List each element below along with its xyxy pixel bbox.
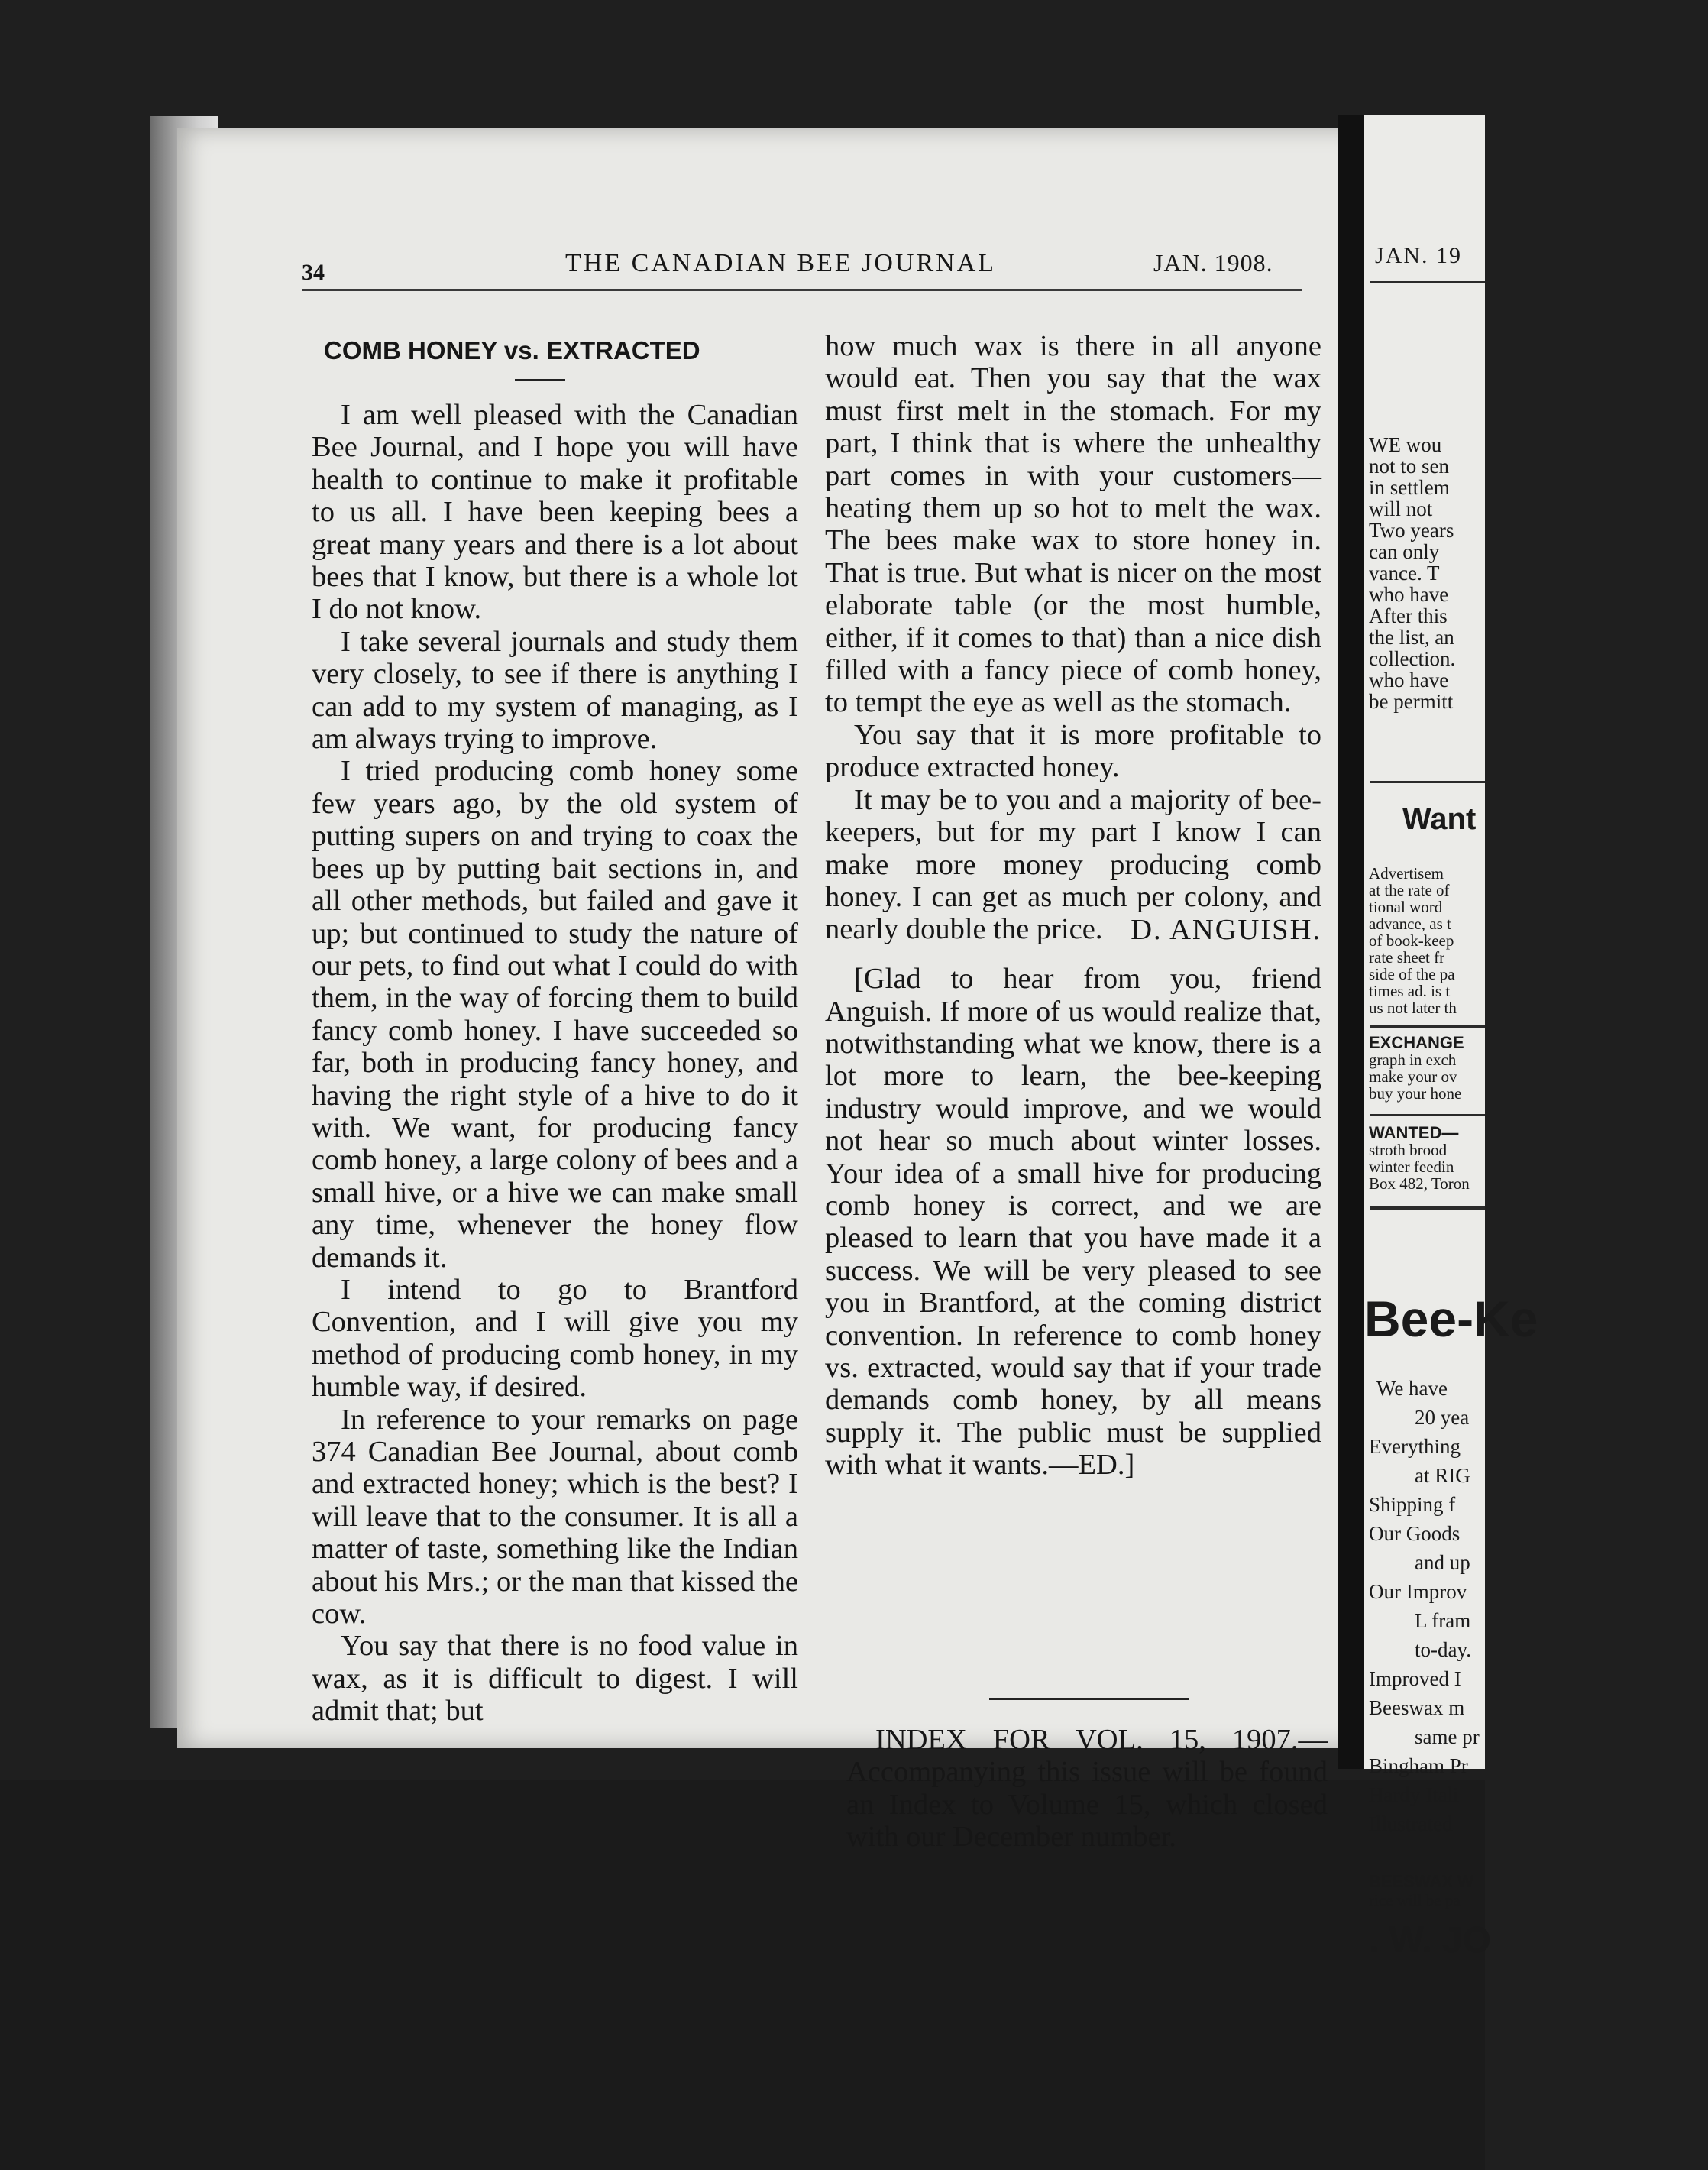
notice-line: will not	[1369, 497, 1433, 520]
notice-line: WE wou	[1369, 433, 1442, 456]
notice-line: vance. T	[1369, 562, 1440, 585]
wanted-line: stroth brood	[1369, 1141, 1448, 1159]
paragraph: I am well pleased with the Canadian Bee Journal, and I hope you will have health to continue to make it profitable to us all. I have been keeping bees a great many years and there is a lot about bees that I know, but there is a whole lot I do not know.	[312, 399, 798, 626]
paragraph: I intend to go to Brantford Convention, and I will give you my method of producing comb honey, in my humble way, if desired.	[312, 1273, 798, 1404]
beeswax-heading: BEESWAX W	[1369, 1872, 1473, 1891]
supplies-line: Improved I	[1369, 1667, 1461, 1690]
wanted-block	[1369, 1142, 1674, 1192]
ad-line: of book-keep	[1369, 931, 1454, 950]
index-text: —Accompanying this issue will be found an Index to Volume 15, which closed with our December number.	[846, 1724, 1328, 1854]
right-page-fragment	[1364, 115, 1538, 1961]
ad-line: us not later th	[1369, 999, 1457, 1017]
exchange-line: graph in exch	[1369, 1051, 1457, 1069]
exchange-line: make your ov	[1369, 1067, 1457, 1086]
title-rule	[515, 379, 565, 381]
notice-line: the list, an	[1369, 626, 1454, 649]
supplies-line: Our Improv	[1369, 1580, 1467, 1603]
exchange-heading: EXCHANGE	[1369, 1033, 1464, 1052]
want-heading: Want	[1402, 802, 1477, 836]
supplies-line: We have	[1376, 1377, 1448, 1400]
notice-block	[1369, 434, 1674, 712]
bee-keepers-heading: Bee-Ke	[1364, 1291, 1538, 1347]
ad-line: tional word	[1369, 898, 1443, 916]
notice-line: After this	[1369, 604, 1448, 627]
notice-line: be permitt	[1369, 690, 1454, 713]
right-column	[825, 330, 1321, 1482]
author-signature: D. ANGUISH.	[1131, 913, 1321, 946]
supplies-line: same pr	[1415, 1725, 1480, 1748]
supplies-line: to-day.	[1415, 1638, 1471, 1661]
notice-line: can only	[1369, 540, 1440, 563]
book-gutter	[1338, 115, 1364, 1769]
paragraph: I tried producing comb honey some few years ago, by the old system of putting supers on and trying to coax the bees up by putting bait sections in, and all other methods, but failed and gave it up; but continued to study the nature of our pets, to find out what I could do with them, in the way of forcing them to build fancy comb honey. I have succeeded so far, both in producing fancy honey, and having the right style of a hive to do it with. We want, for producing fancy comb honey, a large colony of bees and a small hive, or a hive we can make small any time, whenever the honey flow demands it.	[312, 755, 798, 1274]
ad-line: at the rate of	[1369, 881, 1450, 899]
supplies-line: Everything	[1369, 1435, 1461, 1458]
right-page-date: JAN. 19	[1375, 243, 1463, 268]
wanted-line: winter feedin	[1369, 1158, 1454, 1176]
rule	[1370, 1206, 1485, 1210]
rule	[1370, 1025, 1485, 1028]
paragraph: how much wax is there in all anyone would eat. Then you say that the wax must first melt in the stomach. For my part, I think that is where the unhealthy part comes in with your customers—heating them up so hot to melt the wax. The bees make wax to store honey in. That is true. But what is nicer on the most elaborate table (or the most humble, either, if it comes to that) than a nice dish filled with a fancy piece of comb honey, to tempt the eye as well as the stomach.	[825, 330, 1321, 719]
supplies-line: Beeswax m	[1369, 1696, 1465, 1719]
notice-line: Two years	[1369, 519, 1454, 542]
beeswax-line: rice will be pa	[1369, 1891, 1461, 1909]
page-number: 34	[302, 260, 325, 285]
rule	[1370, 781, 1485, 783]
ad-line: side of the pa	[1369, 965, 1455, 983]
index-lead: INDEX FOR VOL. 15, 1907.	[875, 1724, 1299, 1756]
exchange-block	[1369, 1051, 1674, 1102]
supplies-line: Shipping f	[1369, 1493, 1456, 1516]
paragraph: You say that it is more profitable to produce extracted honey.	[825, 718, 1321, 784]
ad-line: Advertisem	[1369, 864, 1444, 883]
supplies-line: Hardy Itali	[1369, 1783, 1459, 1806]
ad-line: advance, as t	[1369, 915, 1451, 933]
notice-line: not to sen	[1369, 455, 1449, 478]
section-divider	[989, 1698, 1189, 1700]
paragraph: You say that there is no food value in wax, as it is difficult to digest. I will admit that; but	[312, 1630, 798, 1728]
header-rule	[302, 289, 1302, 291]
ad-terms-block	[1369, 865, 1674, 1016]
supplies-line: L fram	[1415, 1609, 1471, 1632]
supplies-line: 20 yea	[1415, 1406, 1470, 1429]
left-column	[312, 399, 798, 1728]
ad-line: rate sheet fr	[1369, 948, 1445, 967]
supplies-list	[1369, 1374, 1674, 1838]
wanted-line: Box 482, Toron	[1369, 1174, 1470, 1193]
paragraph: It may be to you and a majority of bee-keepers, but for my part I know I can make more money producing comb honey. I can get as much per colony, and nearly double the price.	[825, 783, 1321, 946]
notice-line: who have	[1369, 669, 1449, 691]
notice-line: in settlem	[1369, 476, 1450, 499]
rule	[1370, 1114, 1485, 1116]
editor-note: [Glad to hear from you, friend Anguish. If more of us would realize that, notwithstanding what we know, there is a lot more to learn, the bee-keeping industry would improve, and we would not hear so much about winter losses. Your idea of a small hive for producing comb honey is correct, and we are pleased to learn that you have made it a success. We will be very pleased to see you in Brantford, at the coming district convention. In reference to comb honey vs. extracted, would say that if your trade demands comb honey, by all means supply it. The public must be supplied with what it wants.—ED.]	[825, 963, 1321, 1482]
exchange-line: buy your hone	[1369, 1084, 1462, 1103]
supplies-line: at RIG	[1415, 1464, 1470, 1487]
ad-line: times ad. is t	[1369, 982, 1451, 1000]
issue-date: JAN. 1908.	[1153, 249, 1273, 277]
supplies-line: Our Goods	[1369, 1522, 1461, 1545]
notice-line: collection.	[1369, 647, 1456, 670]
wanted-heading: WANTED—	[1369, 1123, 1459, 1142]
article-title: COMB HONEY vs. EXTRACTED	[324, 336, 700, 364]
notice-line: who have	[1369, 583, 1449, 606]
paragraph: In reference to your remarks on page 374 Canadian Bee Journal, about comb and extracted honey; which is the best? I will leave that to the consumer. It is all a matter of taste, something like the Indian about his Mrs.; or the man that kissed the cow.	[312, 1403, 798, 1631]
running-header	[302, 243, 1302, 284]
advertiser-name: . W. JO	[1369, 1920, 1492, 1961]
supplies-line: and up	[1415, 1551, 1470, 1574]
supplies-line: Bingham Pr	[1369, 1754, 1468, 1777]
journal-title: THE CANADIAN BEE JOURNAL	[565, 249, 997, 277]
paragraph: I take several journals and study them very closely, to see if there is anything I can add to my system of managing, as I am always trying to improve.	[312, 625, 798, 756]
index-announcement	[846, 1724, 1328, 1854]
right-header-rule	[1370, 281, 1485, 283]
supplies-line: Illustrated	[1369, 1812, 1453, 1835]
